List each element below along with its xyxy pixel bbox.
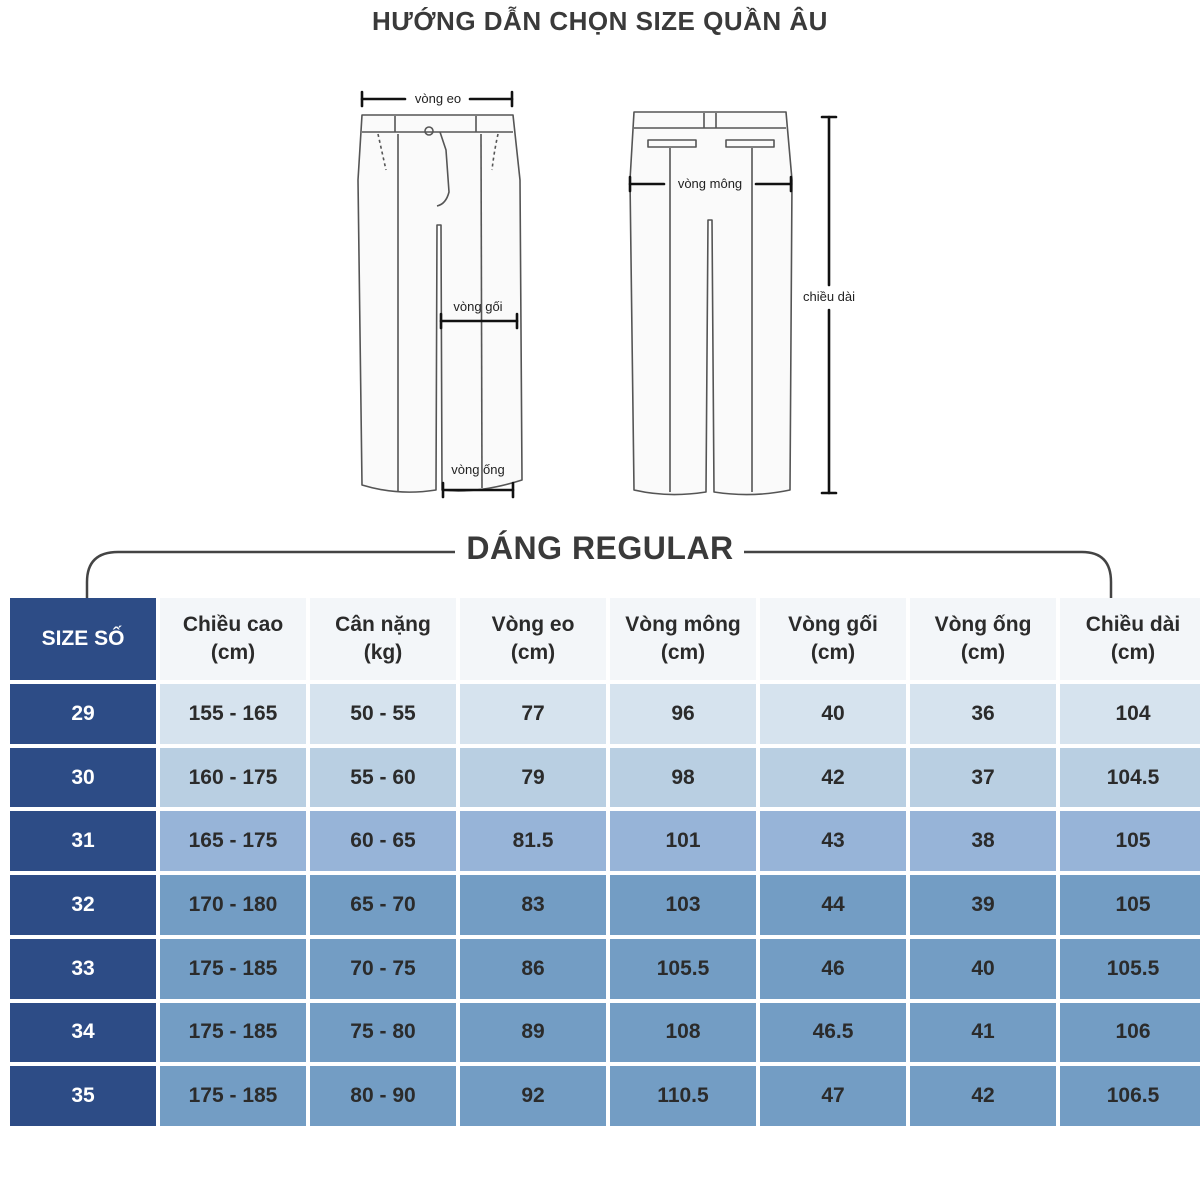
cell-waist: 83 xyxy=(460,875,606,935)
cell-weight: 80 - 90 xyxy=(310,1066,456,1126)
table-row xyxy=(10,1066,1200,1126)
cell-waist: 92 xyxy=(460,1066,606,1126)
cell-weight: 70 - 75 xyxy=(310,939,456,999)
knee-label: vòng gối xyxy=(453,299,503,314)
table-row xyxy=(10,684,1200,744)
cell-hip: 105.5 xyxy=(610,939,756,999)
cell-hip: 110.5 xyxy=(610,1066,756,1126)
length-label: chiều dài xyxy=(802,289,856,304)
cell-size: 30 xyxy=(10,748,156,808)
cell-length: 104 xyxy=(1060,684,1200,744)
cell-weight: 60 - 65 xyxy=(310,811,456,871)
cell-height: 175 - 185 xyxy=(160,939,306,999)
trousers-measurement-diagram xyxy=(0,60,1200,520)
header-hem: Vòng ống (cm) xyxy=(910,598,1056,680)
cell-hip: 108 xyxy=(610,1003,756,1063)
table-row xyxy=(10,1003,1200,1063)
cell-hem: 39 xyxy=(910,875,1056,935)
cell-length: 106.5 xyxy=(1060,1066,1200,1126)
cell-weight: 50 - 55 xyxy=(310,684,456,744)
cell-length: 105.5 xyxy=(1060,939,1200,999)
section-title: DÁNG REGULAR xyxy=(0,530,1200,567)
cell-waist: 89 xyxy=(460,1003,606,1063)
cell-height: 175 - 185 xyxy=(160,1066,306,1126)
cell-knee: 42 xyxy=(760,748,906,808)
header-waist: Vòng eo (cm) xyxy=(460,598,606,680)
hip-label: vòng mông xyxy=(677,176,743,191)
header-length: Chiều dài (cm) xyxy=(1060,598,1200,680)
table-row xyxy=(10,875,1200,935)
cell-hem: 40 xyxy=(910,939,1056,999)
size-table xyxy=(6,594,1200,1130)
cell-length: 104.5 xyxy=(1060,748,1200,808)
cell-size: 31 xyxy=(10,811,156,871)
waist-label: vòng eo xyxy=(414,91,462,106)
cell-knee: 46.5 xyxy=(760,1003,906,1063)
cell-knee: 44 xyxy=(760,875,906,935)
table-header-row xyxy=(10,598,1200,680)
cell-height: 160 - 175 xyxy=(160,748,306,808)
hem-label: vòng ống xyxy=(451,462,505,477)
cell-height: 155 - 165 xyxy=(160,684,306,744)
cell-hem: 36 xyxy=(910,684,1056,744)
cell-waist: 86 xyxy=(460,939,606,999)
header-knee: Vòng gối (cm) xyxy=(760,598,906,680)
cell-hip: 103 xyxy=(610,875,756,935)
cell-hem: 41 xyxy=(910,1003,1056,1063)
cell-hem: 42 xyxy=(910,1066,1056,1126)
cell-weight: 65 - 70 xyxy=(310,875,456,935)
cell-size: 35 xyxy=(10,1066,156,1126)
page-title: HƯỚNG DẪN CHỌN SIZE QUẦN ÂU xyxy=(372,6,828,36)
table-row xyxy=(10,811,1200,871)
trousers-back-illustration xyxy=(630,112,792,495)
cell-hem: 37 xyxy=(910,748,1056,808)
cell-waist: 79 xyxy=(460,748,606,808)
cell-knee: 47 xyxy=(760,1066,906,1126)
cell-hip: 98 xyxy=(610,748,756,808)
cell-waist: 77 xyxy=(460,684,606,744)
cell-height: 170 - 180 xyxy=(160,875,306,935)
cell-size: 33 xyxy=(10,939,156,999)
cell-knee: 46 xyxy=(760,939,906,999)
cell-length: 105 xyxy=(1060,875,1200,935)
header-weight: Cân nặng (kg) xyxy=(310,598,456,680)
table-row xyxy=(10,939,1200,999)
cell-size: 34 xyxy=(10,1003,156,1063)
cell-knee: 40 xyxy=(760,684,906,744)
cell-height: 175 - 185 xyxy=(160,1003,306,1063)
cell-height: 165 - 175 xyxy=(160,811,306,871)
cell-weight: 55 - 60 xyxy=(310,748,456,808)
cell-knee: 43 xyxy=(760,811,906,871)
cell-hip: 101 xyxy=(610,811,756,871)
table-row xyxy=(10,748,1200,808)
cell-length: 105 xyxy=(1060,811,1200,871)
cell-waist: 81.5 xyxy=(460,811,606,871)
header-size: SIZE SỐ xyxy=(10,598,156,680)
header-height: Chiều cao (cm) xyxy=(160,598,306,680)
header-hip: Vòng mông (cm) xyxy=(610,598,756,680)
cell-weight: 75 - 80 xyxy=(310,1003,456,1063)
cell-hem: 38 xyxy=(910,811,1056,871)
cell-hip: 96 xyxy=(610,684,756,744)
cell-length: 106 xyxy=(1060,1003,1200,1063)
cell-size: 32 xyxy=(10,875,156,935)
cell-size: 29 xyxy=(10,684,156,744)
